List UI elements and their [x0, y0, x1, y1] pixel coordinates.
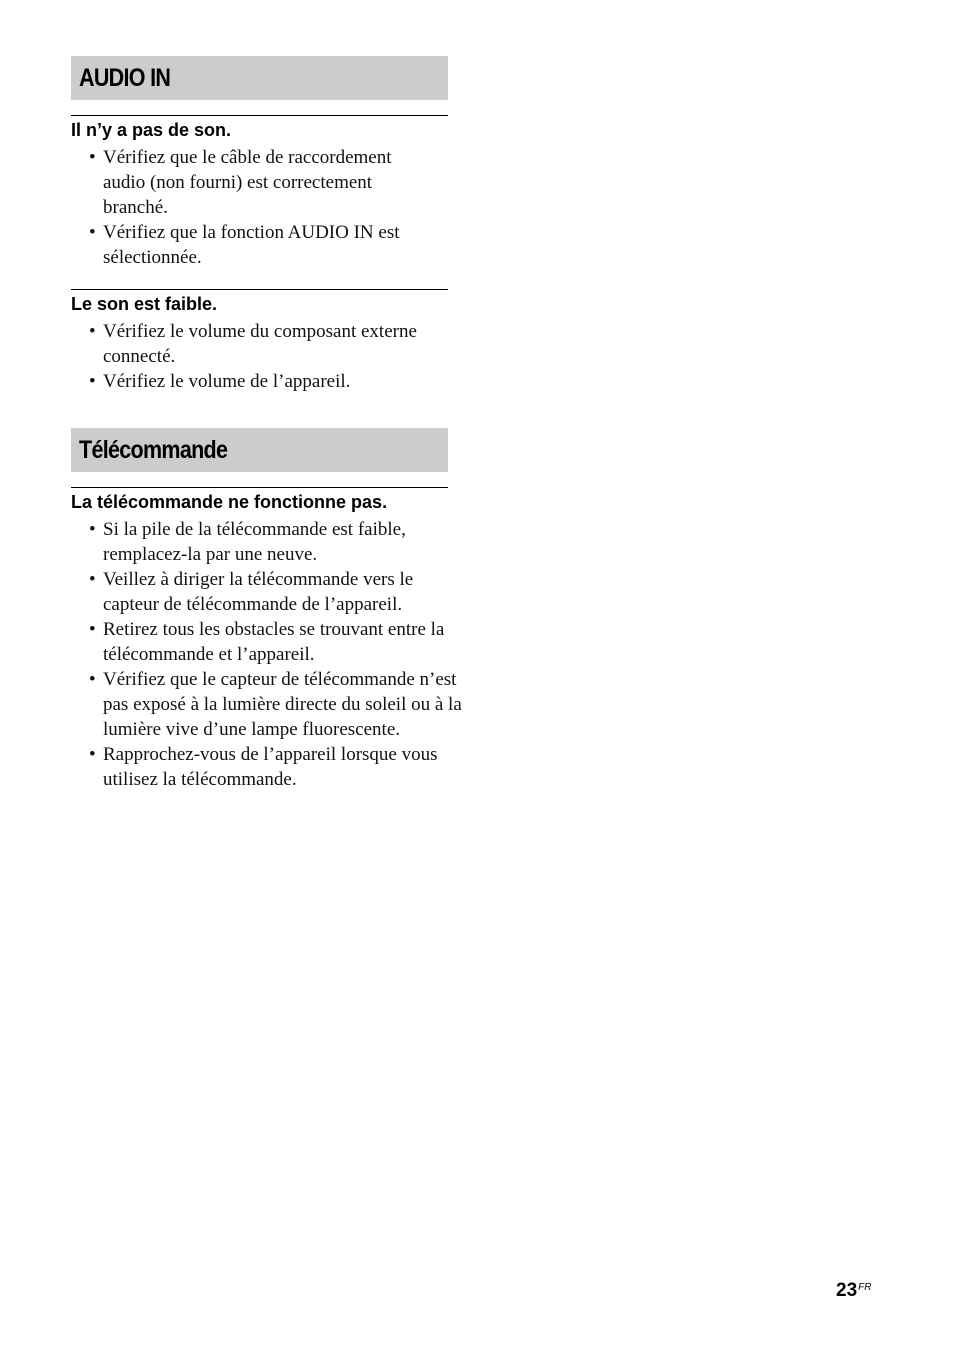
section-title: Télécommande — [79, 435, 228, 464]
list-item: • Vérifiez que la fonction AUDIO IN est sélectionnée. — [71, 220, 433, 270]
list-item: • Vérifiez que le capteur de télécommande n’est pas exposé à la lumière directe du soleil ou à la lumière vive d’une lampe fluorescente. — [71, 667, 473, 742]
problem-no-sound — [71, 115, 448, 270]
problem-low-sound — [71, 289, 448, 394]
list-item: • Vérifiez le volume du composant externe connecté. — [71, 319, 448, 369]
page-number — [836, 1280, 871, 1302]
list-item: • Vérifiez le volume de l’appareil. — [71, 369, 448, 394]
list-item: • Si la pile de la télécommande est faible, remplacez-la par une neuve. — [71, 517, 448, 567]
section-title: AUDIO IN — [79, 63, 171, 92]
list-item: • Veillez à diriger la télécommande vers le capteur de télécommande de l’appareil. — [71, 567, 448, 617]
solution-list — [71, 145, 448, 270]
list-item: • Rapprochez-vous de l’appareil lorsque vous utilisez la télécommande. — [71, 742, 463, 792]
section-header-bar — [71, 428, 448, 472]
section-audio-in — [71, 56, 448, 100]
section-telecommande — [71, 428, 448, 472]
problem-heading: La télécommande ne fonctionne pas. — [71, 487, 448, 513]
solution-list — [71, 319, 448, 394]
problem-heading: Il n’y a pas de son. — [71, 115, 448, 141]
page-number-value: 23 — [836, 1280, 858, 1301]
list-item: • Retirez tous les obstacles se trouvant entre la télécommande et l’appareil. — [71, 617, 448, 667]
language-code: FR — [858, 1282, 872, 1293]
problem-remote-not-working — [71, 487, 462, 792]
solution-list — [71, 517, 462, 792]
list-item: • Vérifiez que le câble de raccordement audio (non fourni) est correctement branché. — [71, 145, 433, 220]
section-header-bar — [71, 56, 448, 100]
problem-heading: Le son est faible. — [71, 289, 448, 315]
